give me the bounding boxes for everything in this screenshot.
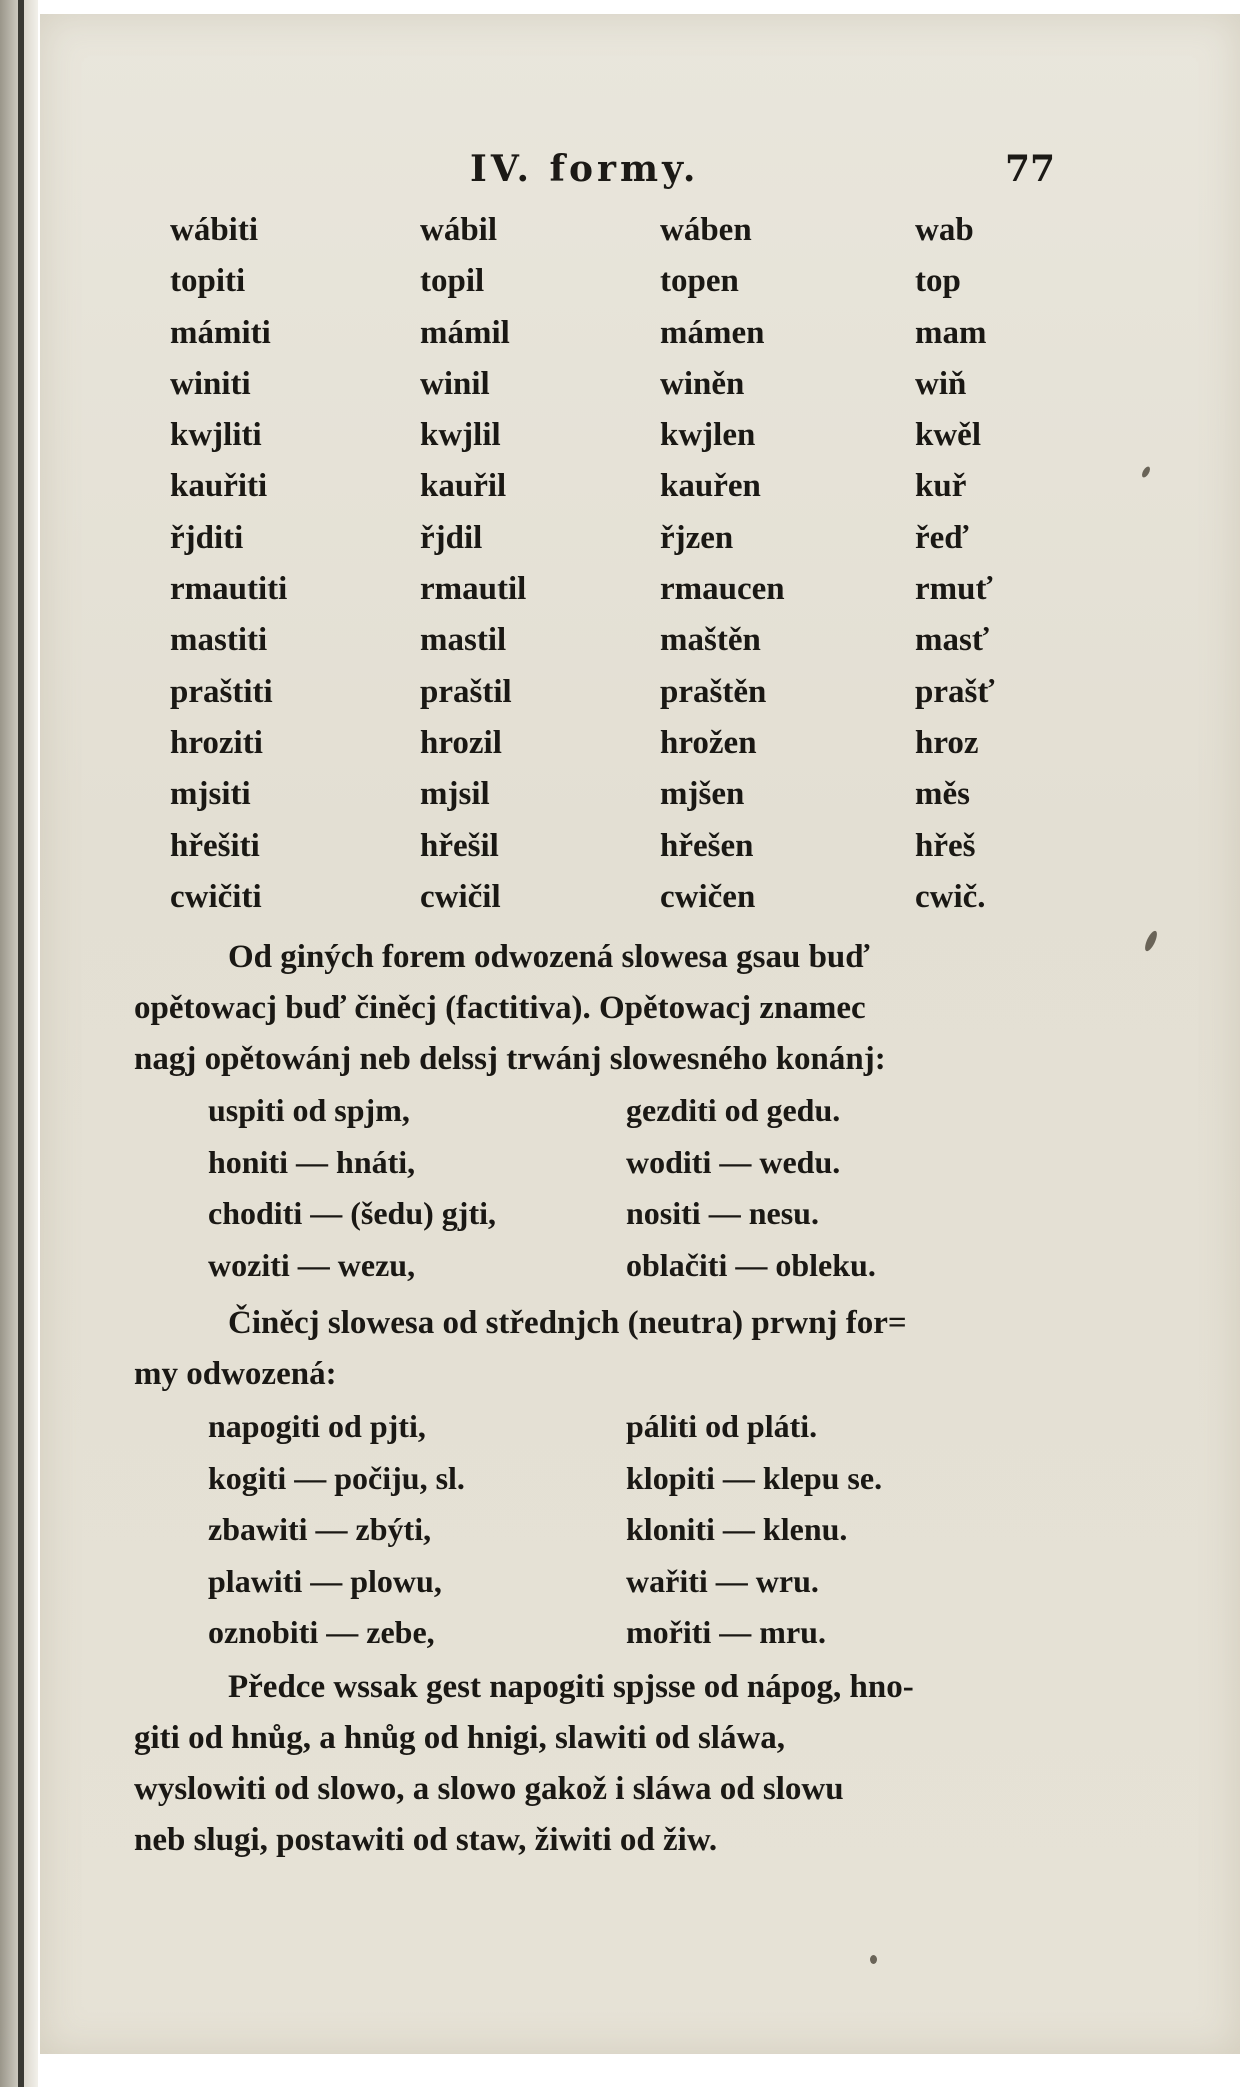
table-cell: winěn	[660, 365, 745, 402]
text-line: nagj opětowánj neb delssj trwánj slowesného konánj:	[134, 1041, 886, 1077]
example-pair: plawiti — plowu,	[208, 1562, 442, 1599]
table-cell: rmuť	[915, 571, 993, 608]
table-cell: rmautiti	[170, 571, 288, 608]
example-pair: choditi — (šedu) gjti,	[208, 1195, 496, 1231]
text-line: my odwozená:	[134, 1356, 337, 1392]
example-pair: wařiti — wru.	[626, 1562, 819, 1599]
table-cell: wab	[915, 212, 974, 248]
table-cell: wáben	[660, 212, 752, 248]
table-cell: top	[915, 263, 961, 300]
table-cell: řjditi	[170, 519, 244, 556]
table-cell: hroz	[915, 724, 979, 761]
example-pair: uspiti od spjm,	[208, 1092, 410, 1128]
table-cell: topen	[660, 263, 739, 300]
table-cell: prašť	[915, 673, 995, 710]
table-row	[170, 263, 1030, 314]
text-line: neb slugi, postawiti od staw, žiwiti od žiw.	[134, 1822, 718, 1858]
table-cell: masť	[915, 622, 990, 659]
example-pair: oznobiti — zebe,	[208, 1614, 435, 1650]
table-cell: hřeš	[915, 827, 976, 864]
table-row	[170, 776, 1030, 827]
example-pair: woditi — wedu.	[626, 1143, 841, 1180]
table-cell: kwjliti	[170, 417, 262, 454]
table-cell: wábiti	[170, 212, 259, 248]
table-cell: hřešen	[660, 827, 754, 864]
example-pair: nositi — nesu.	[626, 1195, 819, 1231]
table-cell: winiti	[170, 365, 251, 402]
table-cell: hrožen	[660, 724, 757, 761]
table-cell: kwěl	[915, 417, 981, 454]
table-row	[170, 674, 1030, 725]
verb-forms-table	[170, 212, 1030, 930]
text-line: Předce wssak gest napogiti spjsse od nápog, hno-	[228, 1669, 914, 1705]
table-cell: cwičen	[660, 878, 756, 915]
running-header: IV. formy.	[470, 148, 700, 190]
table-cell: topil	[420, 263, 485, 300]
table-cell: rmaucen	[660, 571, 785, 608]
table-row	[170, 828, 1030, 879]
table-row	[170, 725, 1030, 776]
table-cell: mjsiti	[170, 776, 251, 813]
table-cell: maštěn	[660, 622, 761, 659]
example-pair: páliti od pláti.	[626, 1408, 818, 1444]
table-cell: cwičiti	[170, 878, 262, 915]
table-cell: cwičil	[420, 878, 501, 915]
example-pair: oblačiti — obleku.	[626, 1246, 876, 1283]
table-cell: měs	[915, 776, 970, 813]
text-line: giti od hnůg, a hnůg od hnigi, slawiti od sláwa,	[134, 1720, 786, 1756]
table-cell: kwjlil	[420, 417, 501, 454]
table-cell: řjdil	[420, 519, 483, 556]
table-row	[170, 571, 1030, 622]
example-pair: kogiti — počiju, sl.	[208, 1459, 465, 1496]
example-pair: zbawiti — zbýti,	[208, 1511, 432, 1547]
table-row	[170, 468, 1030, 519]
table-cell: mámiti	[170, 314, 271, 351]
table-cell: cwič.	[915, 878, 986, 915]
table-cell: praštil	[420, 673, 512, 710]
text-line: opětowacj buď činěcj (factitiva). Opětowacj znamec	[134, 990, 866, 1026]
table-cell: praštěn	[660, 673, 767, 710]
table-cell: kauřil	[420, 468, 507, 505]
example-pair: gezditi od gedu.	[626, 1092, 841, 1128]
table-cell: topiti	[170, 263, 246, 300]
table-cell: mjsil	[420, 776, 490, 813]
table-row	[170, 315, 1030, 366]
table-cell: kuř	[915, 468, 967, 505]
table-cell: wiň	[915, 365, 967, 402]
table-cell: kwjlen	[660, 417, 756, 454]
table-cell: hroziti	[170, 724, 263, 761]
table-cell: praštiti	[170, 673, 273, 710]
table-cell: wábil	[420, 212, 498, 248]
text-line: wyslowiti od slowo, a slowo gakož i sláwa od slowu	[134, 1771, 844, 1807]
table-cell: řeď	[915, 519, 969, 556]
table-cell: mastil	[420, 622, 507, 659]
example-pair: honiti — hnáti,	[208, 1143, 416, 1180]
table-row	[170, 417, 1030, 468]
text-line: Činěcj slowesa od střednjch (neutra) prwnj for=	[228, 1305, 907, 1341]
book-spine-edge	[0, 0, 38, 2087]
table-cell: mámen	[660, 314, 765, 351]
example-pair: klopiti — klepu se.	[626, 1459, 883, 1496]
table-cell: mámil	[420, 314, 510, 351]
table-cell: kauřiti	[170, 468, 268, 505]
table-cell: mastiti	[170, 622, 268, 659]
table-cell: kauřen	[660, 468, 761, 505]
table-cell: winil	[420, 365, 490, 402]
table-row	[170, 622, 1030, 673]
table-cell: hřešil	[420, 827, 499, 864]
table-cell: hřešiti	[170, 827, 260, 864]
table-cell: mjšen	[660, 776, 745, 813]
table-row	[170, 212, 1030, 263]
page-number: 77	[1005, 148, 1056, 190]
ink-smudge	[870, 1955, 877, 1964]
table-cell: rmautil	[420, 571, 527, 608]
example-pair: mořiti — mru.	[626, 1614, 826, 1650]
example-pair: napogiti od pjti,	[208, 1408, 426, 1444]
table-row	[170, 366, 1030, 417]
table-cell: řjzen	[660, 519, 734, 556]
table-row	[170, 520, 1030, 571]
example-pair: woziti — wezu,	[208, 1246, 416, 1283]
text-line: Od giných forem odwozená slowesa gsau buď	[228, 939, 870, 975]
table-row	[170, 879, 1030, 930]
table-cell: mam	[915, 314, 987, 351]
example-pair: kloniti — klenu.	[626, 1511, 848, 1547]
table-cell: hrozil	[420, 724, 502, 761]
